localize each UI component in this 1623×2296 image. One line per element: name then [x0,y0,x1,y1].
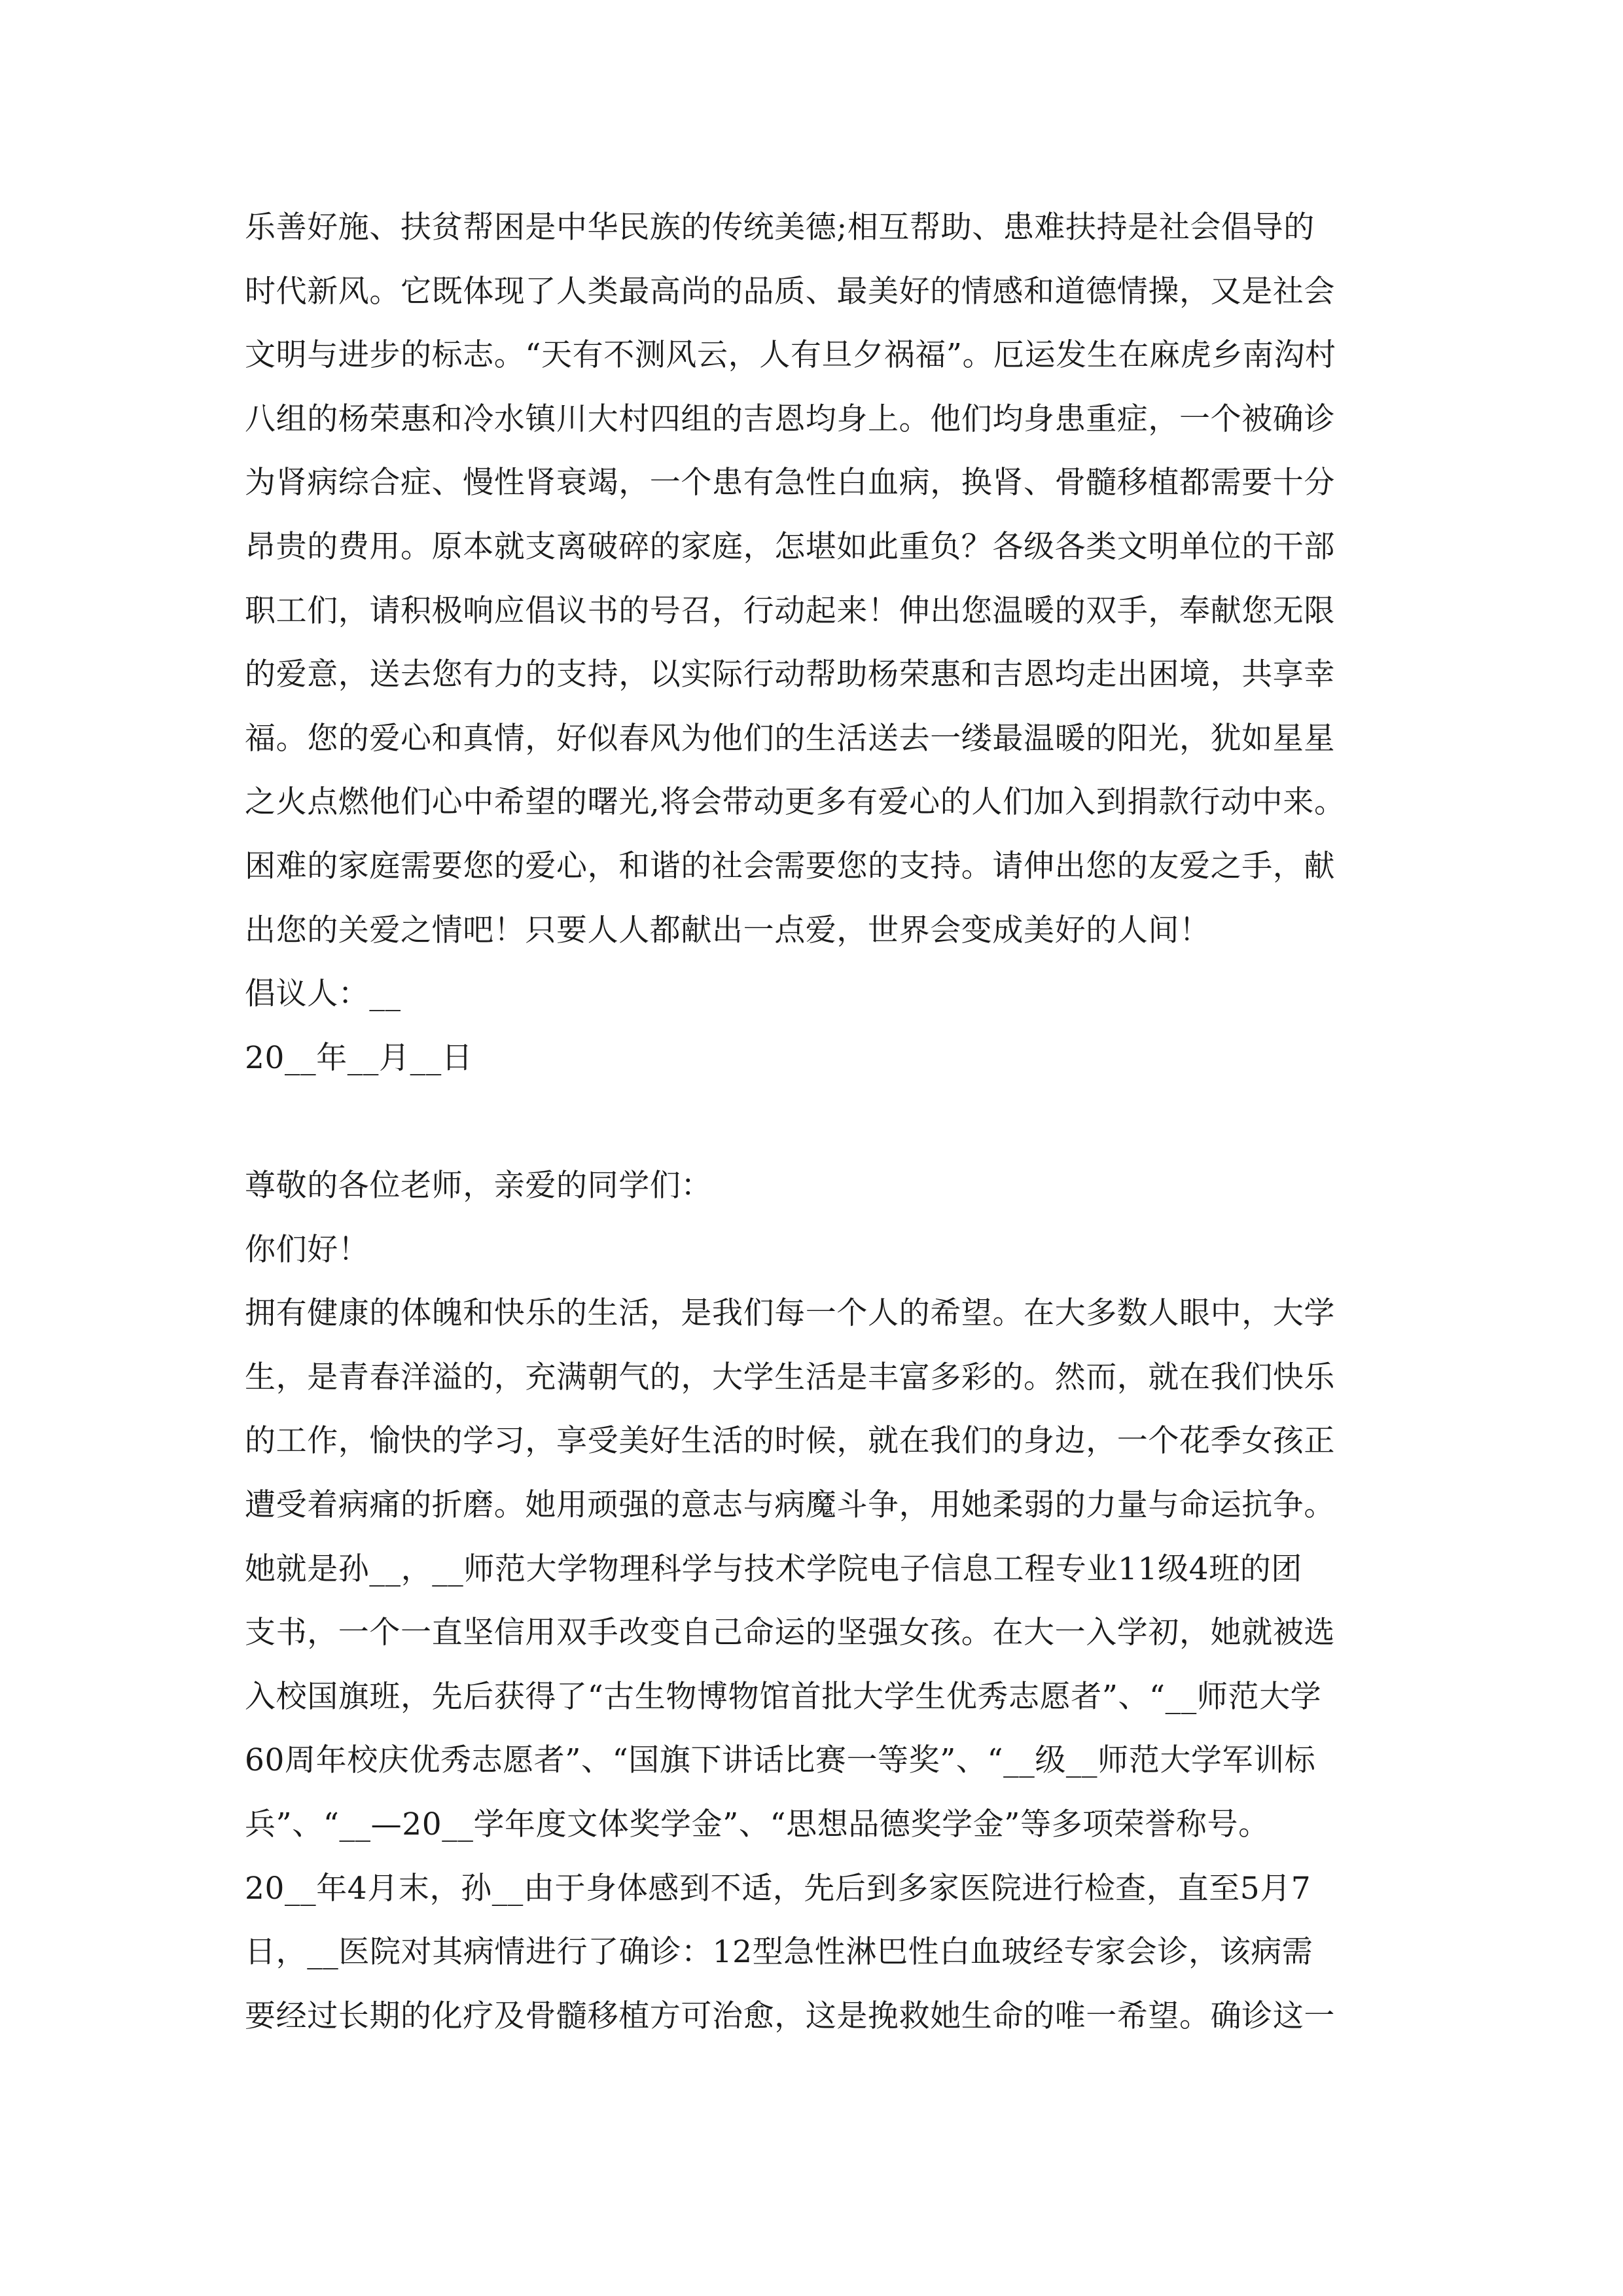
paragraph-line: 乐善好施、扶贫帮困是中华民族的传统美德;相互帮助、患难扶持是社会倡导的 [245,209,1315,245]
paragraph-line: 日，__医院对其病情进行了确诊：12型急性淋巴性白血玻经专家会诊，该病需 [245,1934,1313,1971]
paragraph-line: 职工们，请积极响应倡议书的号召，行动起来！伸出您温暖的双手，奉献您无限 [245,592,1335,629]
paragraph-line: 你们好！ [245,1231,370,1268]
paragraph-line: 60周年校庆优秀志愿者”、“国旗下讲话比赛一等奖”、“__级__师范大学军训标 [245,1742,1316,1779]
paragraph-line: 20__年__月__日 [245,1039,473,1076]
paragraph-line: 八组的杨荣惠和冷水镇川大村四组的吉恩均身上。他们均身患重症，一个被确诊 [245,401,1335,437]
paragraph-line: 20__年4月末，孙__由于身体感到不适，先后到多家医院进行检查，直至5月7 [245,1870,1311,1907]
paragraph-line: 倡议人：__ [245,976,401,1013]
paragraph-line: 时代新风。它既体现了人类最高尚的品质、最美好的情感和道德情操，又是社会 [245,273,1335,310]
paragraph-line: 拥有健康的体魄和快乐的生活，是我们每一个人的希望。在大多数人眼中，大学 [245,1295,1335,1332]
paragraph-line: 的工作，愉快的学习，享受美好生活的时候，就在我们的身边，一个花季女孩正 [245,1423,1335,1460]
paragraph-line: 昂贵的费用。原本就支离破碎的家庭，怎堪如此重负？各级各类文明单位的干部 [245,529,1335,565]
paragraph-line: 困难的家庭需要您的爱心，和谐的社会需要您的支持。请伸出您的友爱之手，献 [245,848,1335,884]
paragraph-line: 之火点燃他们心中希望的曙光,将会带动更多有爱心的人们加入到捐款行动中来。 [245,784,1346,821]
paragraph-line: 她就是孙__，__师范大学物理科学与技术学院电子信息工程专业11级4班的团 [245,1551,1302,1587]
paragraph-line: 兵”、“__—20__学年度文体奖学金”、“思想品德奖学金”等多项荣誉称号。 [245,1806,1270,1842]
paragraph-line: 出您的关爱之情吧！只要人人都献出一点爱，世界会变成美好的人间！ [245,912,1211,948]
paragraph-line: 福。您的爱心和真情，好似春风为他们的生活送去一缕最温暖的阳光，犹如星星 [245,720,1335,757]
paragraph-line: 入校国旗班，先后获得了“古生物博物馆首批大学生优秀志愿者”、“__师范大学 [245,1678,1322,1715]
paragraph-line: 要经过长期的化疗及骨髓移植方可治愈，这是挽救她生命的唯一希望。确诊这一 [245,1998,1335,2034]
paragraph-line: 支书，一个一直坚信用双手改变自己命运的坚强女孩。在大一入学初，她就被选 [245,1615,1335,1651]
paragraph-line: 生，是青春洋溢的，充满朝气的，大学生活是丰富多彩的。然而，就在我们快乐 [245,1359,1335,1395]
paragraph-line: 尊敬的各位老师，亲爱的同学们： [245,1168,712,1204]
paragraph-line: 遭受着病痛的折磨。她用顽强的意志与病魔斗争，用她柔弱的力量与命运抗争。 [245,1487,1335,1523]
paragraph-line: 文明与进步的标志。“天有不测风云，人有旦夕祸福”。厄运发生在麻虎乡南沟村 [245,337,1336,374]
paragraph-line: 为肾病综合症、慢性肾衰竭，一个患有急性白血病，换肾、骨髓移植都需要十分 [245,465,1335,501]
paragraph-line: 的爱意，送去您有力的支持，以实际行动帮助杨荣惠和吉恩均走出困境，共享幸 [245,656,1335,693]
